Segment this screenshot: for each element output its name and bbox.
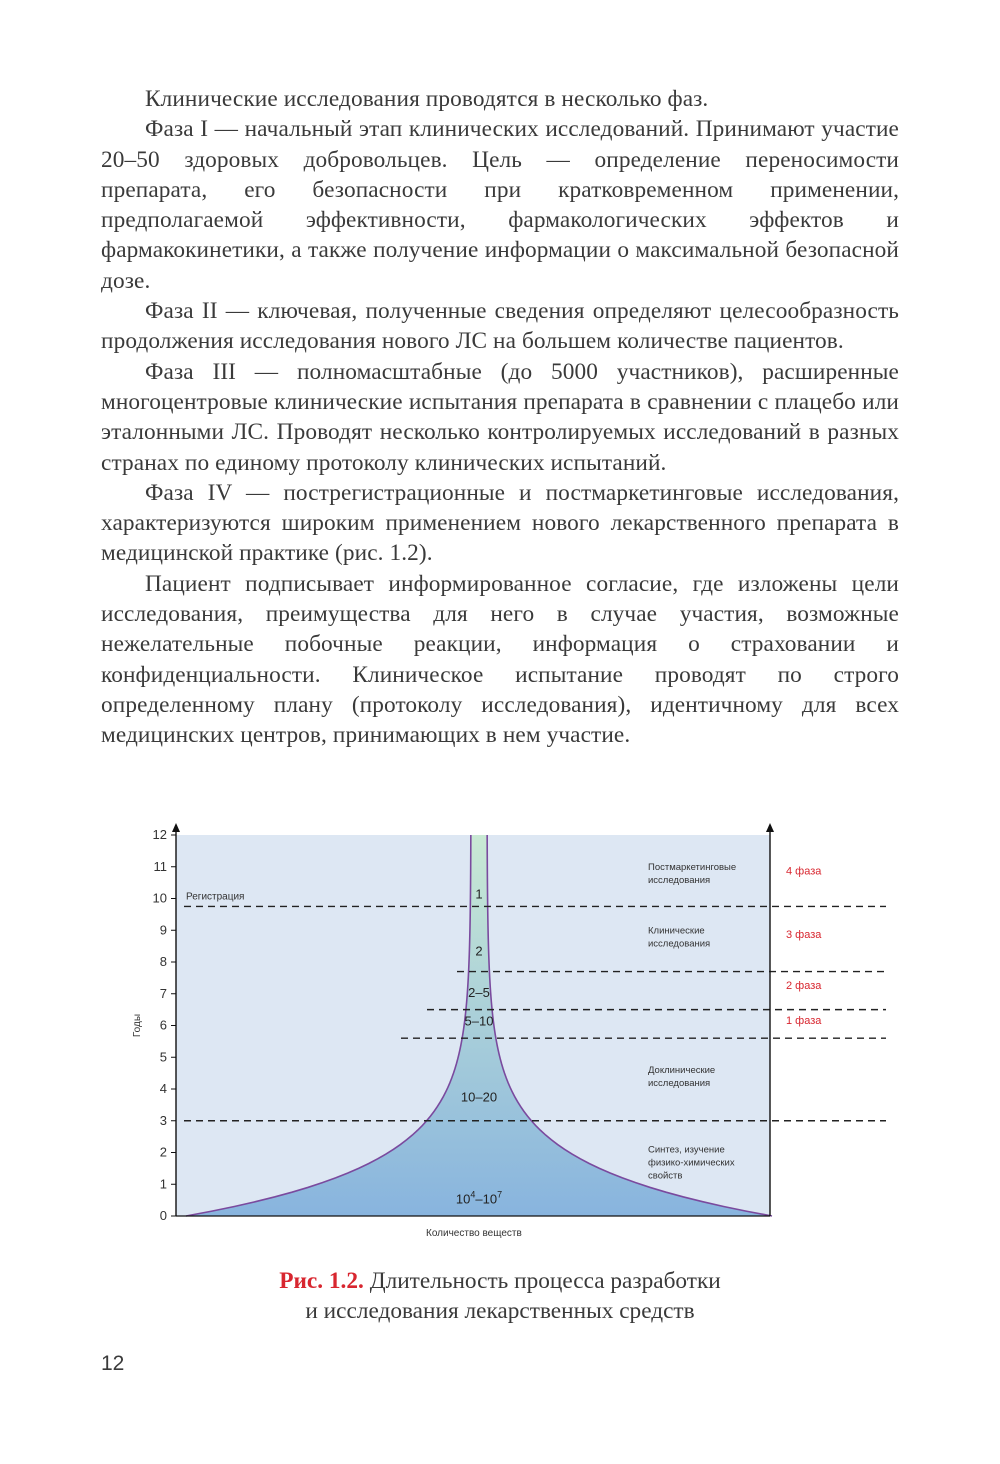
y-tick-label: 5 xyxy=(159,1049,167,1065)
caption-line-2: и исследования лекарственных средств xyxy=(305,1298,695,1324)
stage-label: Синтез, изучение xyxy=(648,1144,725,1156)
paragraph: Фаза III — полномасштабные (до 5000 участников), расширенные многоцентровые клинические испытания препарата в сравнении с плацебо или эталонными ЛС. Проводят несколько контролируемых исследований в разных странах по единому протоколу клинических испытаний. xyxy=(101,358,899,476)
stage-label: свойств xyxy=(648,1170,683,1182)
stage-label: Клинические xyxy=(648,925,705,937)
y-tick-label: 2 xyxy=(159,1144,167,1160)
figure-1-2 xyxy=(118,820,898,1245)
paragraph: Клинические исследования проводятся в несколько фаз. xyxy=(145,86,709,112)
phase-label: 1 фаза xyxy=(786,1014,822,1027)
y-tick-label: 11 xyxy=(153,858,167,874)
figure-label: Рис. 1.2. xyxy=(279,1268,364,1294)
funnel-label: 2–5 xyxy=(468,984,490,1000)
page-number: 12 xyxy=(101,1352,125,1375)
phase-label: 2 фаза xyxy=(786,979,822,992)
stage-label: исследования xyxy=(648,938,711,950)
right-axis-arrow xyxy=(766,823,774,832)
y-tick-label: 12 xyxy=(152,827,167,842)
caption-line-1: Длительность процесса разработки xyxy=(369,1268,721,1294)
y-tick-label: 9 xyxy=(159,922,167,938)
funnel-label: 2 xyxy=(475,943,483,959)
body-text xyxy=(101,84,899,751)
y-tick-label: 0 xyxy=(159,1208,167,1223)
paragraph: Фаза II — ключевая, полученные сведения определяют целесообразность продолжения исследования нового ЛС на большем количестве пациентов. xyxy=(101,298,899,355)
y-axis-arrow xyxy=(172,823,180,832)
funnel-label: 10–20 xyxy=(460,1089,498,1105)
funnel-label: 5–10 xyxy=(464,1013,494,1029)
funnel-label: $10^4-10^7$ xyxy=(455,1189,503,1207)
y-tick-label: 3 xyxy=(159,1112,167,1128)
paragraph: Фаза IV — пострегистрационные и постмаркетинговые исследования, характеризуются широким применением нового лекарственного препарата в медицинской практике (рис. 1.2). xyxy=(101,479,899,567)
y-tick-label: 4 xyxy=(159,1081,167,1096)
paragraph: Фаза I — начальный этап клинических исследований. Принимают участие 20–50 здоровых добровольцев. Цель — определение переносимости препарата, его безопасности при кратковременном применении, предполагаемой эффективности, фармакологических эффектов и фармакокинетики, а также получение информации о максимальной безопасной дозе. xyxy=(101,116,899,294)
stage-label: Постмаркетинговые xyxy=(648,861,737,873)
y-tick-label: 10 xyxy=(152,890,167,906)
funnel-label: 1 xyxy=(475,886,483,902)
stage-label: Доклинические xyxy=(648,1065,716,1077)
x-axis-label: Количество веществ xyxy=(426,1228,522,1239)
y-tick-label: 8 xyxy=(159,954,167,969)
y-tick-label: 1 xyxy=(159,1176,167,1192)
y-tick-label: 6 xyxy=(159,1017,167,1033)
figure-caption xyxy=(200,1266,800,1326)
registration-label: Регистрация xyxy=(186,891,245,903)
y-tick-label: 7 xyxy=(159,985,167,1001)
phase-label: 3 фаза xyxy=(786,929,822,942)
y-axis-label: Годы xyxy=(132,1013,143,1038)
stage-label: физико-химических xyxy=(648,1157,735,1169)
stage-label: исследования xyxy=(648,874,711,886)
funnel-chart xyxy=(118,820,898,1245)
paragraph: Пациент подписывает информированное согласие, где изложены цели исследования, преимущества для него в случае участия, возможные нежелательные побочные реакции, информация о страховании и конфиденциальности. Клиническое испытание проводят по строго определенному плану (протоколу исследования), идентичному для всех медицинских центров, принимающих в нем участие. xyxy=(101,570,899,749)
phase-label: 4 фаза xyxy=(786,865,822,878)
stage-label: исследования xyxy=(648,1078,711,1090)
